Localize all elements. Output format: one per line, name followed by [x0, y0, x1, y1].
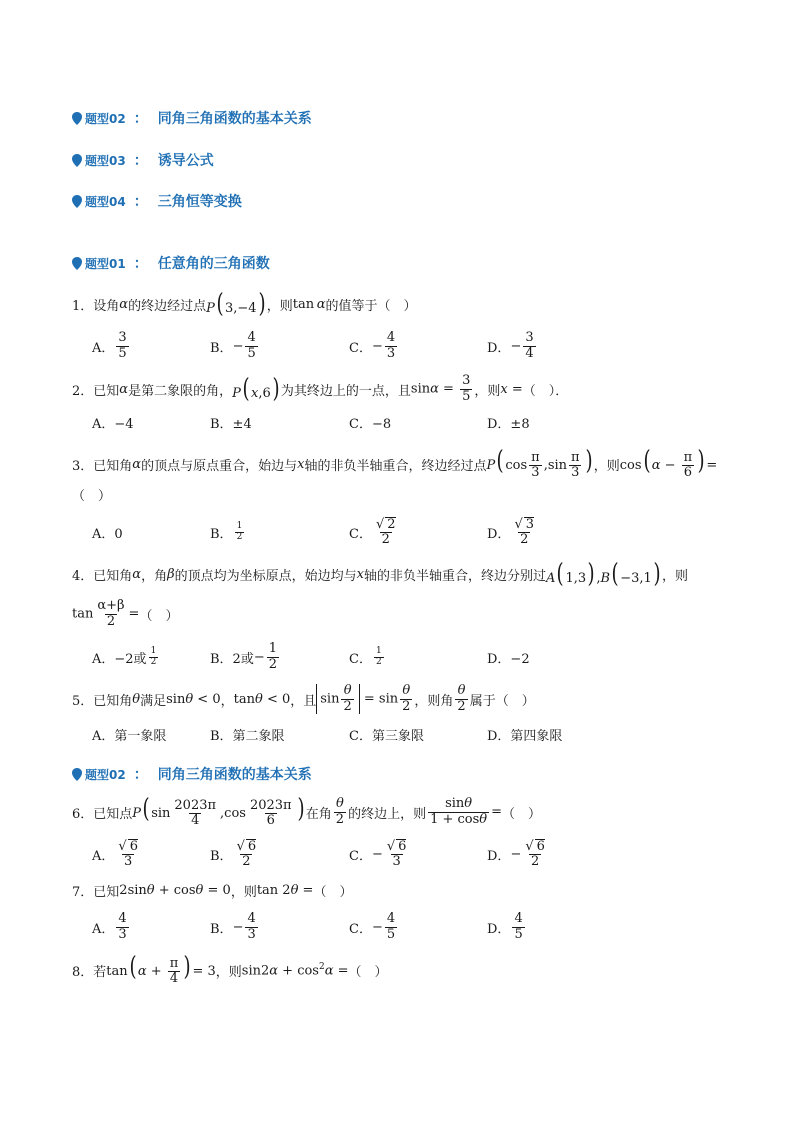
option-b[interactable]: B． − $\frac{4}{5}$ [210, 330, 256, 361]
question-4-cont: tan $\frac{\alpha+\beta}{2}$ = （ ） [72, 598, 179, 629]
question-text: 的顶点与原点重合，始边与 [141, 458, 298, 474]
option-b[interactable]: B． $\frac{√ 6}{2}$ [210, 838, 257, 869]
section-header-type04 [72, 191, 242, 211]
section-header-type01 [72, 253, 270, 273]
question-text: 若 [93, 964, 107, 980]
option-c[interactable]: C． − $\frac{4}{3}$ [349, 330, 396, 361]
section-header-type03 [72, 150, 214, 170]
question-text: ，则角 [414, 693, 454, 709]
colon: ： [133, 194, 148, 210]
question-text: 设角 [93, 298, 120, 314]
question-text: ，角 [141, 568, 168, 584]
question-number: 4． [72, 568, 94, 584]
option-d[interactable]: D． $\frac{4}{5}$ [487, 911, 523, 942]
question-text: 的终边上，则 [348, 806, 427, 822]
question-number: 2． [72, 383, 94, 399]
question-number: 7． [72, 884, 94, 900]
option-b[interactable]: B．2或 − $\frac{1}{2}$ [210, 641, 278, 672]
question-number: 8． [72, 964, 94, 980]
question-1: 1． 设角 α 的终边经过点 P( 3,−4) ，则 tan α 的值等于（ ） [72, 289, 417, 319]
question-text: ，且 [290, 693, 317, 709]
colon: ： [133, 153, 148, 169]
option-d[interactable]: D．−2 [487, 651, 530, 667]
section-tag: 题型01 [85, 256, 126, 271]
location-pin-icon [72, 768, 82, 781]
question-number: 5． [72, 693, 94, 709]
question-number: 6． [72, 806, 94, 822]
question-text: ，则 [593, 458, 620, 474]
question-7: 7． 已知 2sinθ + cosθ = 0 ，则 tan 2θ = （ ） [72, 882, 353, 900]
location-pin-icon [72, 195, 82, 208]
question-number: 1． [72, 298, 94, 314]
question-text: 为其终边上的一点，且 [280, 383, 411, 399]
option-c[interactable]: C．−8 [349, 416, 392, 432]
question-4-options [92, 637, 572, 677]
question-text: 已知角 [93, 568, 133, 584]
section-tag: 题型04 [85, 194, 126, 209]
colon: ： [133, 767, 148, 783]
question-text: 轴的非负半轴重合，终边分别过 [363, 568, 546, 584]
question-3-options [92, 512, 572, 552]
question-number: 3． [72, 458, 94, 474]
section-title: 同角三角函数的基本关系 [157, 767, 312, 783]
option-a[interactable]: A．0 [92, 526, 123, 542]
section-header-type02 [72, 764, 312, 784]
question-5-options [92, 714, 572, 754]
question-1-options [92, 326, 572, 366]
section-title: 诱导公式 [157, 153, 214, 169]
question-text: 在角 [305, 806, 332, 822]
question-4: 4． 已知角 α ，角 β 的顶点均为坐标原点，始边均与 x 轴的非负半轴重合，终边分别过 A( 1,3) ,B( −3,1) ，则 [72, 559, 688, 589]
option-a[interactable]: A．第一象限 [92, 728, 167, 744]
question-text: （ ） [348, 964, 388, 980]
question-text: 的顶点均为坐标原点，始边均与 [174, 568, 357, 584]
question-text: 已知 [93, 383, 120, 399]
option-b[interactable]: B．第二象限 [210, 728, 285, 744]
option-b[interactable]: B．±4 [210, 416, 252, 432]
question-2-options [92, 404, 572, 440]
option-d[interactable]: D． $\frac{√ 3}{2}$ [487, 516, 535, 547]
option-b[interactable]: B． − $\frac{4}{3}$ [210, 911, 256, 942]
question-7-options [92, 907, 572, 947]
question-text: （ ） [502, 806, 542, 822]
question-text: 满足 [140, 693, 167, 709]
section-title: 同角三角函数的基本关系 [157, 111, 312, 127]
question-text: 属于（ ） [469, 693, 535, 709]
option-c[interactable]: C． $\frac{1}{2}$ [349, 645, 382, 667]
question-text: 是第二象限的角， [128, 383, 233, 399]
option-d[interactable]: D． − $\frac{3}{4}$ [487, 330, 534, 361]
option-a[interactable]: A． $\frac{√ 6}{3}$ [92, 838, 138, 869]
question-text: （ ） [313, 884, 353, 900]
section-tag: 题型02 [85, 767, 126, 782]
question-6-options [92, 834, 572, 874]
option-d[interactable]: D．±8 [487, 416, 530, 432]
question-3-cont [72, 484, 111, 504]
question-text: 轴的非负半轴重合，终边经过点 [304, 458, 487, 474]
section-tag: 题型02 [85, 111, 126, 126]
question-text: ，则 [215, 964, 242, 980]
question-text: ，则 [661, 568, 688, 584]
colon: ： [133, 111, 148, 127]
section-title: 三角恒等变换 [157, 194, 242, 210]
option-b[interactable]: B． $\frac{1}{2}$ [210, 520, 243, 542]
option-a[interactable]: A． $\frac{3}{5}$ [92, 330, 127, 361]
option-d[interactable]: D． − $\frac{√ 6}{2}$ [487, 838, 545, 869]
question-5: 5． 已知角 θ 满足 sinθ < 0 ， tanθ < 0 ，且 sin $\frac{\theta}{2}$ = sin $\frac{\theta}{2}$ ，则角 $\frac{\theta}{2}$ 属于（ ） [72, 683, 535, 714]
option-c[interactable]: C． − $\frac{4}{5}$ [349, 911, 396, 942]
option-a[interactable]: A． $\frac{4}{3}$ [92, 911, 127, 942]
question-text: ，则 [474, 383, 501, 399]
question-text: 已知点 [93, 806, 133, 822]
question-text: （ ）． [522, 383, 569, 399]
question-3: 3． 已知角 α 的顶点与原点重合，始边与 x 轴的非负半轴重合，终边经过点 P( cos $\frac{\pi}{3}$ ,sin $\frac{\pi}{3}$ ) ，则 cos( α − $\frac{\pi}{6}$ ) = [72, 445, 718, 480]
section-title: 任意角的三角函数 [157, 256, 270, 272]
question-2: 2． 已知 α 是第二象限的角， P( x,6) 为其终边上的一点，且 sinα = $\frac{3}{5}$ ，则 x = （ ）． [72, 373, 569, 404]
option-c[interactable]: C． − $\frac{√ 6}{3}$ [349, 838, 407, 869]
question-text: （ ） [139, 608, 179, 624]
option-a[interactable]: A．−4 [92, 416, 134, 432]
question-text: ，则 [230, 884, 257, 900]
option-c[interactable]: C．第三象限 [349, 728, 424, 744]
section-header-type02-top [72, 108, 312, 128]
question-text: 已知 [93, 884, 120, 900]
option-d[interactable]: D．第四象限 [487, 728, 563, 744]
question-text: 的值等于（ ） [325, 298, 417, 314]
colon: ： [133, 256, 148, 272]
question-text: 已知角 [93, 693, 133, 709]
location-pin-icon [72, 112, 82, 125]
question-text: ，则 [266, 298, 293, 314]
question-text: ， [220, 693, 234, 709]
location-pin-icon [72, 154, 82, 167]
location-pin-icon [72, 257, 82, 270]
question-text: 已知角 [93, 458, 133, 474]
question-text: （ ） [72, 488, 112, 504]
section-tag: 题型03 [85, 153, 126, 168]
question-text: 的终边经过点 [128, 298, 207, 314]
question-8: 8． 若 tan( α + $\frac{\pi}{4}$ ) = 3 ，则 $\sin 2\alpha + \cos^2\alpha$ = （ ） [72, 951, 388, 986]
option-c[interactable]: C． $\frac{√ 2}{2}$ [349, 516, 396, 547]
question-6: 6． 已知点 P( sin $\frac{2023\pi}{4}$ ,cos $\frac{2023\pi}{6}$ ) 在角 $\frac{\theta}{2}$ 的终边上，则 $\frac{\sin\theta}{1 + \cos\theta}$ = （ ） [72, 793, 542, 828]
option-a[interactable]: A．−2或 $\frac{1}{2}$ [92, 645, 157, 667]
